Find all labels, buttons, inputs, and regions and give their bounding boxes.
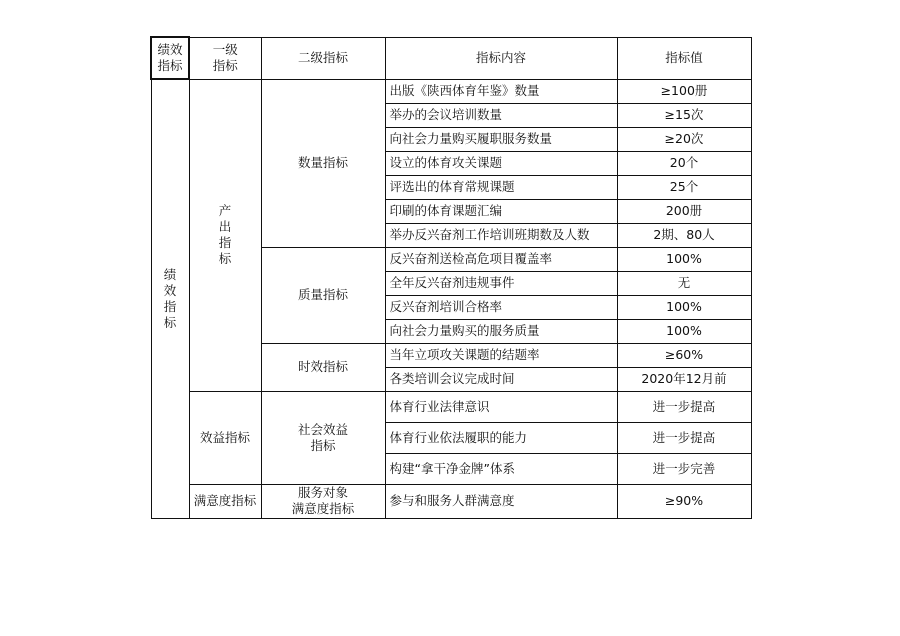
value-cell: ≥100册 <box>617 79 751 103</box>
value-cell: 100% <box>617 295 751 319</box>
performance-indicator-cell: 绩 效 指 标 <box>151 79 189 518</box>
content-cell: 全年反兴奋剂违规事件 <box>385 271 617 295</box>
content-cell: 向社会力量购买履职服务数量 <box>385 127 617 151</box>
header-performance-indicator: 绩效 指标 <box>151 37 189 79</box>
content-cell: 构建“拿干净金牌”体系 <box>385 453 617 484</box>
content-cell: 反兴奋剂培训合格率 <box>385 295 617 319</box>
content-cell: 举办的会议培训数量 <box>385 103 617 127</box>
content-cell: 向社会力量购买的服务质量 <box>385 319 617 343</box>
satisfaction-indicator-cell: 满意度指标 <box>189 484 261 518</box>
table-header-row <box>151 37 751 79</box>
table-row <box>151 391 751 422</box>
header-content: 指标内容 <box>385 37 617 79</box>
timeliness-indicator-cell: 时效指标 <box>261 343 385 391</box>
content-cell: 体育行业法律意识 <box>385 391 617 422</box>
content-cell: 各类培训会议完成时间 <box>385 367 617 391</box>
content-cell: 参与和服务人群满意度 <box>385 484 617 518</box>
header-second-level: 二级指标 <box>261 37 385 79</box>
quality-indicator-cell: 质量指标 <box>261 247 385 343</box>
table-row <box>151 79 751 103</box>
value-cell: 进一步提高 <box>617 391 751 422</box>
service-satisfaction-indicator-cell: 服务对象 满意度指标 <box>261 484 385 518</box>
value-cell: 25个 <box>617 175 751 199</box>
table-row <box>151 484 751 518</box>
quantity-indicator-cell: 数量指标 <box>261 79 385 247</box>
output-indicator-cell: 产 出 指 标 <box>189 79 261 391</box>
content-cell: 反兴奋剂送检高危项目覆盖率 <box>385 247 617 271</box>
value-cell: 2020年12月前 <box>617 367 751 391</box>
content-cell: 设立的体育攻关课题 <box>385 151 617 175</box>
value-cell: ≥20次 <box>617 127 751 151</box>
performance-indicator-table <box>150 36 752 519</box>
value-cell: 200册 <box>617 199 751 223</box>
value-cell: 无 <box>617 271 751 295</box>
content-cell: 当年立项攻关课题的结题率 <box>385 343 617 367</box>
value-cell: ≥60% <box>617 343 751 367</box>
content-cell: 评选出的体育常规课题 <box>385 175 617 199</box>
value-cell: 进一步完善 <box>617 453 751 484</box>
header-first-level: 一级 指标 <box>189 37 261 79</box>
content-cell: 举办反兴奋剂工作培训班期数及人数 <box>385 223 617 247</box>
value-cell: 100% <box>617 319 751 343</box>
content-cell: 印刷的体育课题汇编 <box>385 199 617 223</box>
value-cell: ≥90% <box>617 484 751 518</box>
value-cell: 100% <box>617 247 751 271</box>
content-cell: 出版《陕西体育年鉴》数量 <box>385 79 617 103</box>
content-cell: 体育行业依法履职的能力 <box>385 422 617 453</box>
value-cell: 进一步提高 <box>617 422 751 453</box>
value-cell: 20个 <box>617 151 751 175</box>
value-cell: ≥15次 <box>617 103 751 127</box>
value-cell: 2期、80人 <box>617 223 751 247</box>
benefit-indicator-cell: 效益指标 <box>189 391 261 484</box>
header-value: 指标值 <box>617 37 751 79</box>
social-benefit-indicator-cell: 社会效益 指标 <box>261 391 385 484</box>
